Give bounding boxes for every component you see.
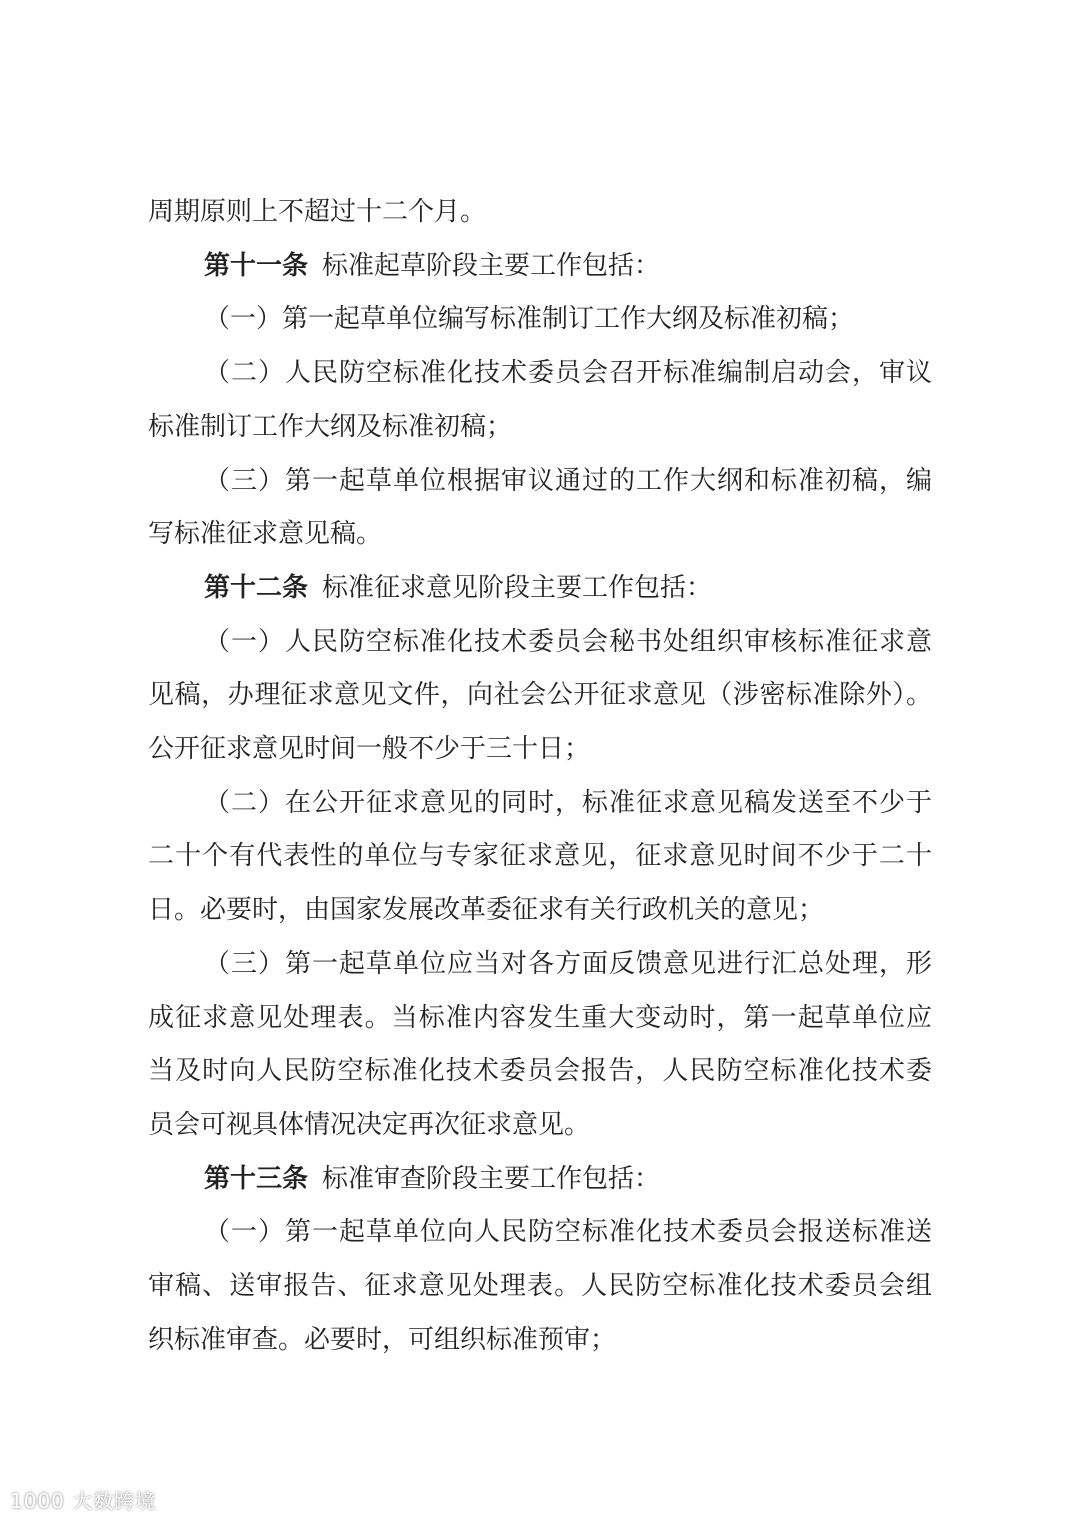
text-line — [148, 1270, 932, 1302]
line-text: 员会可视具体情况决定再次征求意见。 — [148, 1109, 591, 1140]
text-line — [204, 1216, 932, 1248]
line-text: 标准制订工作大纲及标准初稿； — [148, 411, 513, 442]
line-text: （二）人民防空标准化技术委员会召开标准编制启动会，审议 — [204, 358, 932, 389]
article-heading-line — [204, 1163, 932, 1195]
line-text: 当及时向人民防空标准化技术委员会报告，人民防空标准化技术委 — [148, 1056, 932, 1087]
article-number: 第十三条 — [204, 1163, 309, 1194]
line-text: 写标准征求意见稿。 — [148, 519, 383, 550]
line-text: 标准起草阶段主要工作包括： — [322, 250, 661, 281]
line-text: 公开征求意见时间一般不少于三十日； — [148, 734, 591, 764]
line-text: 标准审查阶段主要工作包括： — [322, 1163, 661, 1194]
text-line — [148, 1324, 932, 1356]
watermark-text: 大数跨境 — [72, 1489, 157, 1513]
text-line — [204, 626, 932, 658]
text-line — [148, 196, 932, 228]
line-text: （三）第一起草单位根据审议通过的工作大纲和标准初稿，编 — [204, 465, 932, 496]
line-text: 标准征求意见阶段主要工作包括： — [322, 572, 713, 603]
line-text: （三）第一起草单位应当对各方面反馈意见进行汇总处理，形 — [204, 948, 932, 979]
article-number: 第十一条 — [204, 250, 309, 281]
line-text: 织标准审查。必要时，可组织标准预审； — [148, 1324, 617, 1355]
line-text: 见稿，办理征求意见文件，向社会公开征求意见（涉密标准除外）。 — [148, 680, 932, 711]
line-text: 成征求意见处理表。当标准内容发生重大变动时，第一起草单位应 — [148, 1002, 932, 1033]
line-text: （一）人民防空标准化技术委员会秘书处组织审核标准征求意 — [204, 626, 932, 657]
article-heading-line — [204, 572, 932, 604]
line-text: （二）在公开征求意见的同时，标准征求意见稿发送至不少于 — [204, 787, 932, 818]
text-line — [148, 1002, 932, 1034]
text-line — [204, 465, 932, 497]
text-line — [148, 733, 932, 765]
text-line — [204, 948, 932, 980]
line-text: （一）第一起草单位编写标准制订工作大纲及标准初稿； — [204, 304, 855, 335]
text-line — [148, 1055, 932, 1087]
text-line — [204, 357, 932, 389]
watermark-logo: 1000 — [10, 1489, 65, 1513]
line-text: （一）第一起草单位向人民防空标准化技术委员会报送标准送 — [204, 1217, 932, 1248]
text-line — [148, 411, 932, 443]
text-line — [148, 679, 932, 711]
text-line — [148, 894, 932, 926]
line-text: 二十个有代表性的单位与专家征求意见，征求意见时间不少于二十 — [148, 841, 932, 872]
text-line — [148, 518, 932, 550]
text-line — [204, 303, 932, 335]
watermark — [10, 1485, 156, 1514]
text-line — [204, 787, 932, 819]
article-heading-line — [204, 250, 932, 282]
article-number: 第十二条 — [204, 572, 309, 603]
text-line — [148, 840, 932, 872]
line-text: 审稿、送审报告、征求意见处理表。人民防空标准化技术委员会组 — [148, 1271, 932, 1301]
text-line — [148, 1109, 932, 1141]
line-text: 周期原则上不超过十二个月。 — [148, 197, 487, 227]
line-text: 日。必要时，由国家发展改革委征求有关行政机关的意见； — [148, 895, 825, 926]
